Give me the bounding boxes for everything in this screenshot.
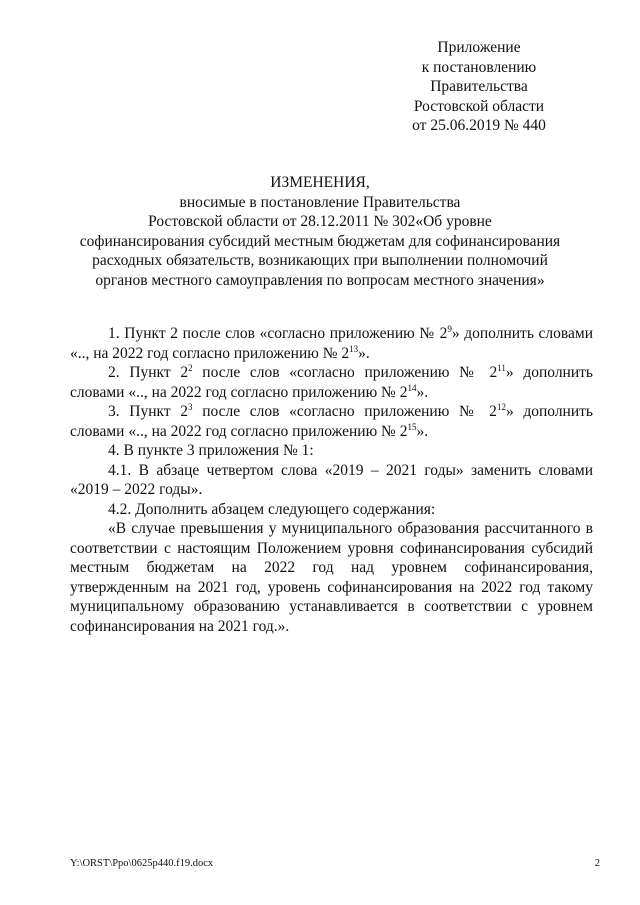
document-title: [70, 173, 570, 290]
annex-line: Ростовской области: [413, 97, 545, 115]
annex-line: от 25.06.2019 № 440: [412, 117, 546, 134]
page-number: 2: [594, 858, 600, 869]
paragraph-7: «В случае превышения у муниципального образования рассчитанного в соответствии с настоящим Положением уровня софинансирования субсидий местным бюджетам на 2022 год над уровнем софинансирования, утвержденным на 2021 год, уровень софинансирования на 2022 год такому муниципальному образованию устанавливается в соответствии с уровнем софинансирования на 2021 год.».: [70, 520, 593, 635]
title-line: органов местного самоуправления по вопросам местного значения»: [95, 271, 545, 289]
document-body: [70, 324, 593, 636]
paragraph-3: 3. Пункт $2^3$ после слов «согласно приложению № $2^{12}$» дополнить словами «.., на 2022 год согласно приложению № $2^{15}$».: [70, 401, 593, 440]
title-line: вносимые в постановление Правительства: [179, 193, 461, 211]
paragraph-4: 4. В пункте 3 приложения № 1:: [108, 442, 314, 459]
annex-line: к постановлению: [421, 58, 537, 76]
title-line: софинансирования субсидий местным бюджетам для софинансирования: [79, 232, 561, 250]
paragraph-2: 2. Пункт $2^2$ после слов «согласно приложению № $2^{11}$» дополнить словами «.., на 2022 год согласно приложению № $2^{14}$».: [70, 362, 593, 401]
annex-line: Приложение: [437, 39, 521, 56]
title-line: Ростовской области от 28.12.2011 № 302«Об уровне: [148, 213, 492, 230]
title-line: ИЗМЕНЕНИЯ,: [270, 174, 370, 191]
annex-heading: [369, 38, 589, 136]
paragraph-1: 1. Пункт 2 после слов «согласно приложению № $2^9$» дополнить словами «.., на 2022 год согласно приложению № $2^{13}$».: [70, 323, 594, 362]
footer-file-path: Y:\ORST\Ppo\0625p440.f19.docx: [70, 858, 214, 869]
paragraph-6: 4.2. Дополнить абзацем следующего содержания:: [108, 500, 436, 518]
paragraph-5: 4.1. В абзаце четвертом слова «2019 – 2021 годы» заменить словами «2019 – 2022 годы».: [70, 461, 593, 498]
annex-line: Правительства: [430, 78, 528, 95]
title-line: расходных обязательств, возникающих при выполнении полномочий: [92, 252, 548, 269]
